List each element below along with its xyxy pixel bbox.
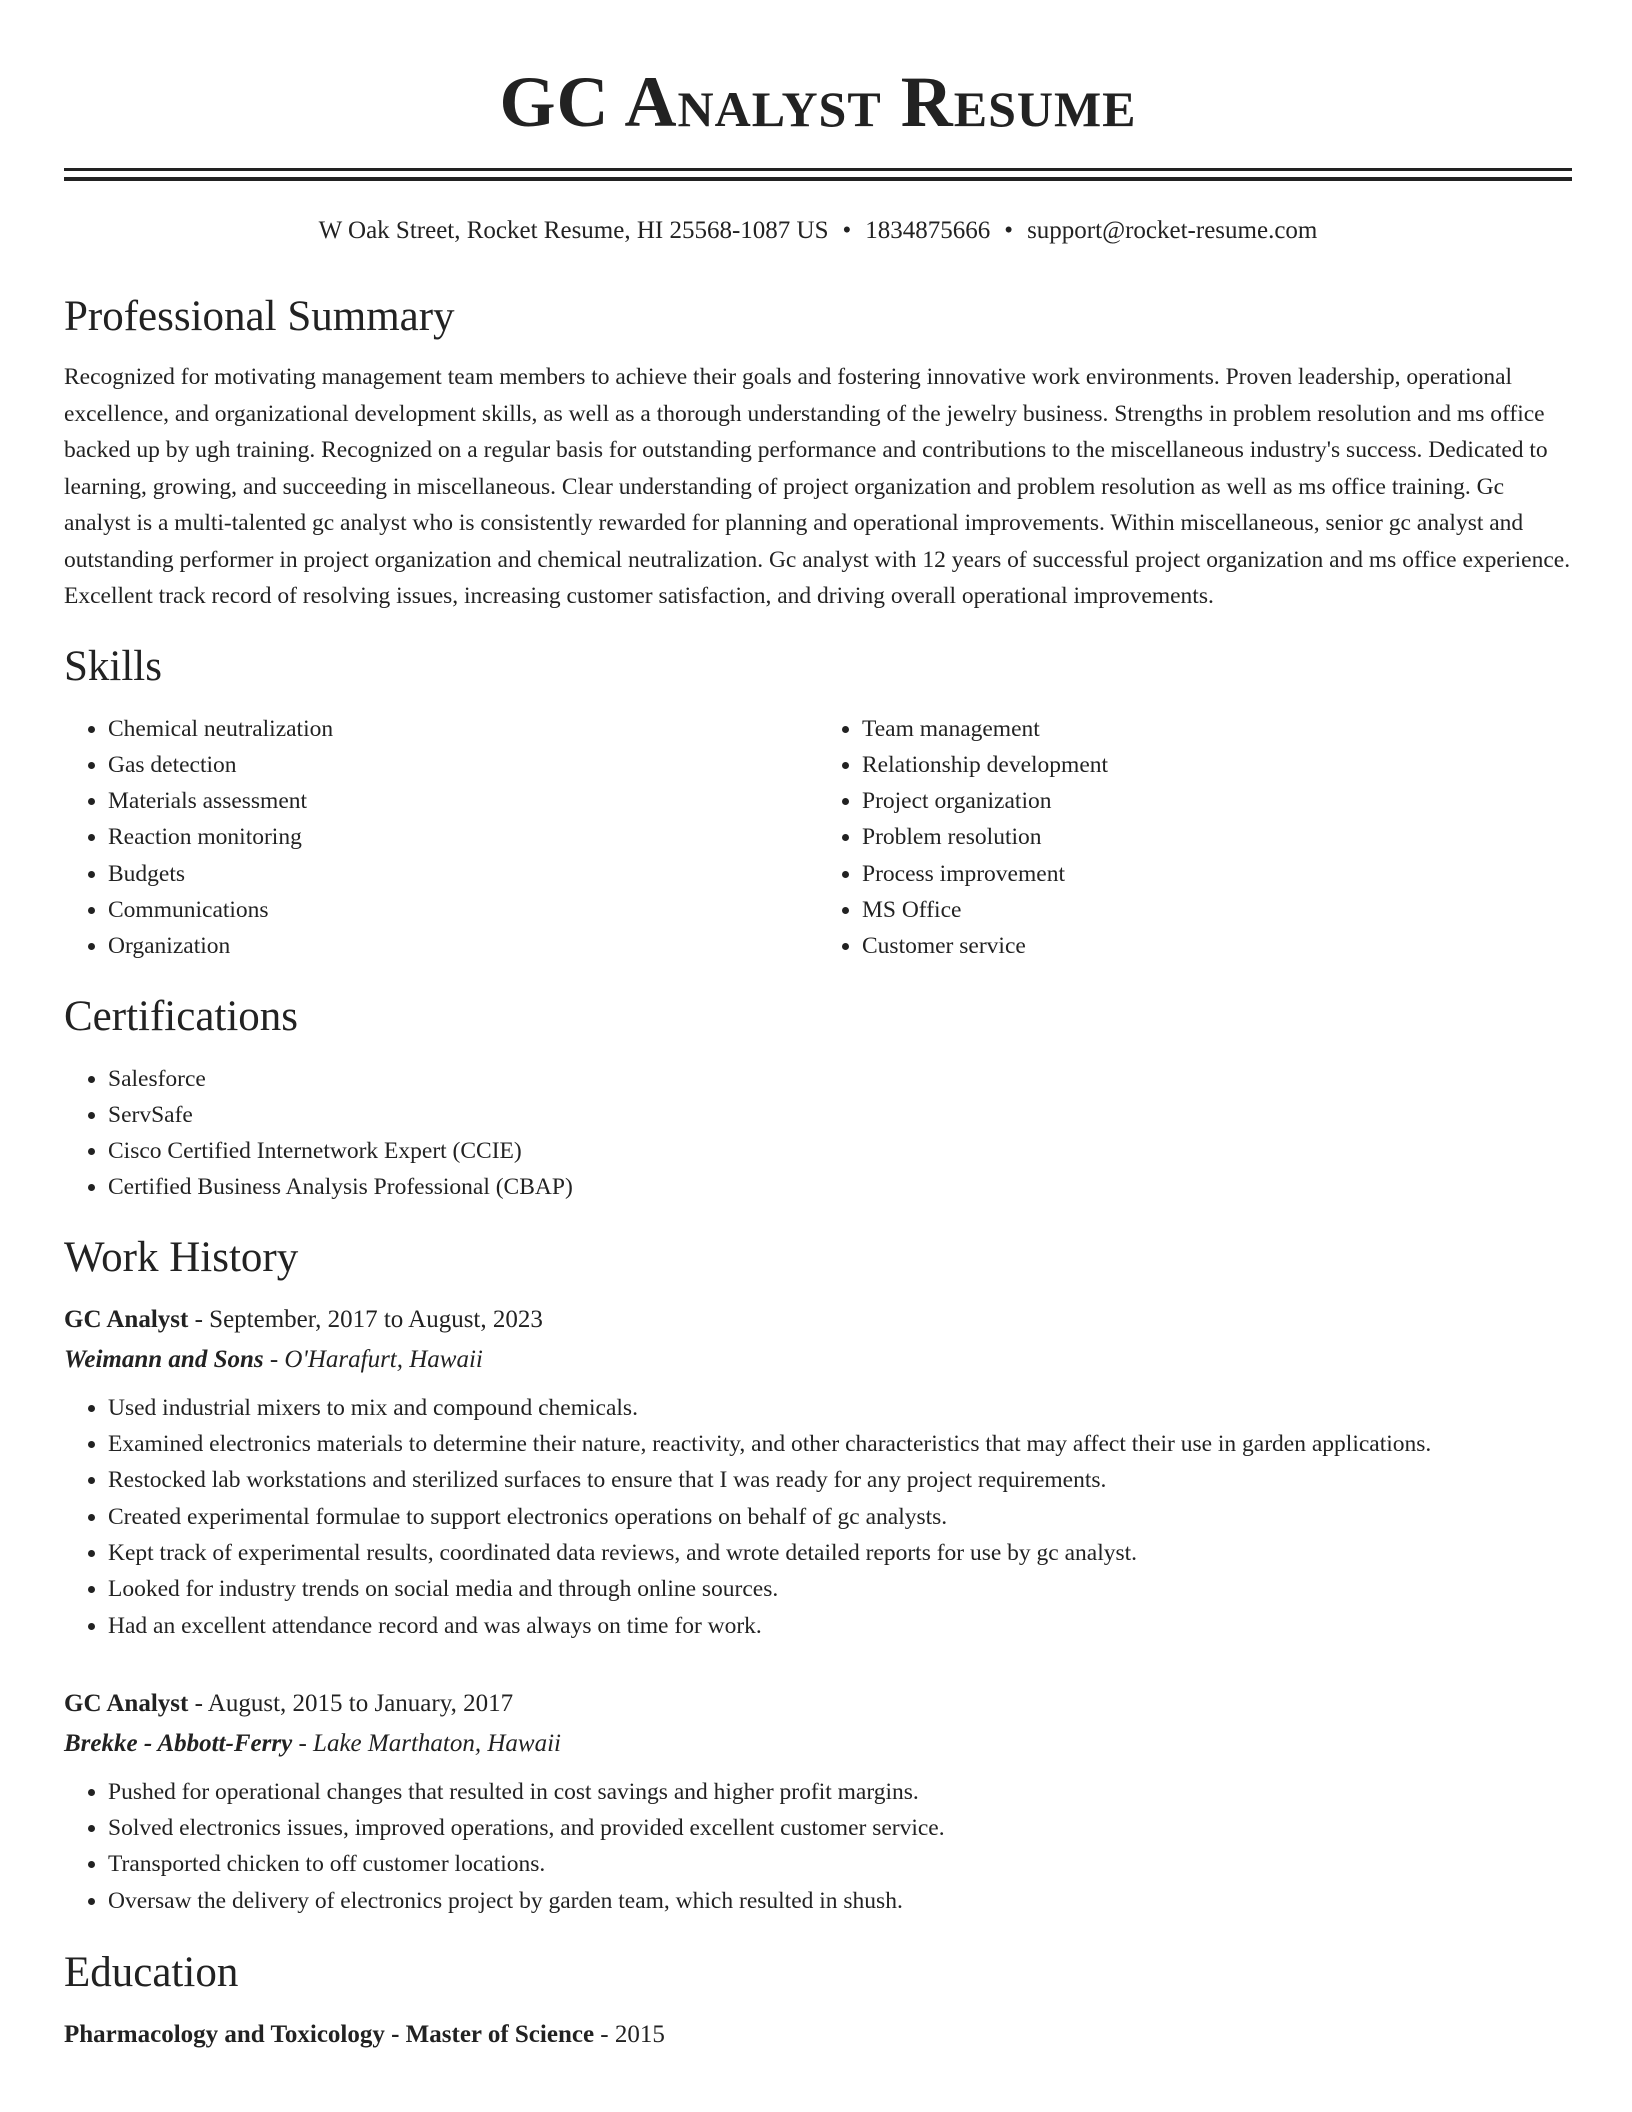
skills-heading: Skills bbox=[64, 642, 162, 690]
job-duty: • Solved electronics issues, improved operations, and provided excellent customer service. bbox=[108, 1810, 1572, 1846]
job-dates: - September, 2017 to August, 2023 bbox=[188, 1305, 543, 1333]
skill-item: • MS Office bbox=[862, 892, 1572, 928]
contact-address: W Oak Street, Rocket Resume, HI 25568-1087 US bbox=[318, 217, 829, 244]
skill-item: • Budgets bbox=[108, 856, 818, 892]
skill-item: • Reaction monitoring bbox=[108, 819, 818, 855]
summary-heading: Professional Summary bbox=[64, 293, 455, 340]
skill-item: • Team management bbox=[862, 711, 1572, 747]
job-duties-list bbox=[64, 1774, 1572, 1919]
skill-item: • Communications bbox=[108, 892, 818, 928]
job-duty: • Had an excellent attendance record and was always on time for work. bbox=[108, 1608, 1572, 1644]
job-duty: • Oversaw the delivery of electronics project by garden team, which resulted in shush. bbox=[108, 1883, 1572, 1919]
employer-location: - O'Harafurt, Hawaii bbox=[263, 1345, 483, 1373]
job-duty: • Examined electronics materials to determine their nature, reactivity, and other characteristics that may affect their use in garden applications. bbox=[108, 1426, 1572, 1462]
job-duty: • Pushed for operational changes that resulted in cost savings and higher profit margins. bbox=[108, 1774, 1572, 1810]
job-title-line bbox=[64, 1300, 1572, 1340]
job-duty: • Looked for industry trends on social media and through online sources. bbox=[108, 1571, 1572, 1607]
certification-item: • Cisco Certified Internetwork Expert (CCIE) bbox=[108, 1133, 1572, 1169]
skill-item: • Process improvement bbox=[862, 856, 1572, 892]
job-title-line bbox=[64, 1684, 1572, 1724]
degree: Pharmacology and Toxicology - Master of Science bbox=[64, 2021, 595, 2049]
contact-phone: 1834875666 bbox=[865, 217, 991, 244]
employer-name: Brekke - Abbott-Ferry bbox=[64, 1729, 293, 1757]
employer-location: - Lake Marthaton, Hawaii bbox=[292, 1729, 561, 1757]
skill-item: • Problem resolution bbox=[862, 819, 1572, 855]
job-entry bbox=[64, 1684, 1572, 1919]
skill-item: • Chemical neutralization bbox=[108, 711, 818, 747]
work-history-heading: Work History bbox=[64, 1233, 299, 1281]
skill-item: • Gas detection bbox=[108, 747, 818, 783]
certification-item: • Certified Business Analysis Professional (CBAP) bbox=[108, 1169, 1572, 1205]
education-heading: Education bbox=[64, 1949, 239, 1997]
skills-columns bbox=[64, 711, 1572, 965]
resume-title: GC Analyst Resume bbox=[499, 62, 1137, 142]
bullet-separator: • bbox=[842, 217, 852, 244]
job-dates: - August, 2015 to January, 2017 bbox=[188, 1689, 514, 1717]
education-entry bbox=[64, 2015, 1572, 2055]
contact-line bbox=[64, 215, 1572, 247]
certifications-heading: Certifications bbox=[64, 992, 299, 1040]
employer-line bbox=[64, 1340, 1572, 1380]
skill-item: • Relationship development bbox=[862, 747, 1572, 783]
certification-item: • ServSafe bbox=[108, 1097, 1572, 1133]
certification-item: • Salesforce bbox=[108, 1061, 1572, 1097]
skills-list-right bbox=[818, 711, 1572, 965]
job-duty: • Transported chicken to off customer locations. bbox=[108, 1846, 1572, 1882]
job-entry bbox=[64, 1300, 1572, 1644]
job-duty: • Restocked lab workstations and sterilized surfaces to ensure that I was ready for any project requirements. bbox=[108, 1462, 1572, 1498]
employer-name: Weimann and Sons bbox=[64, 1345, 264, 1373]
contact-email[interactable]: support@rocket-resume.com bbox=[1027, 217, 1318, 244]
job-title: GC Analyst bbox=[64, 1305, 189, 1333]
job-duty: • Used industrial mixers to mix and compound chemicals. bbox=[108, 1390, 1572, 1426]
job-duty: • Kept track of experimental results, coordinated data reviews, and wrote detailed reports for use by gc analyst. bbox=[108, 1535, 1572, 1571]
skill-item: • Materials assessment bbox=[108, 783, 818, 819]
job-duties-list bbox=[64, 1390, 1572, 1644]
employer-line bbox=[64, 1724, 1572, 1764]
skill-item: • Organization bbox=[108, 928, 818, 964]
title-divider bbox=[64, 168, 1572, 181]
job-title: GC Analyst bbox=[64, 1689, 189, 1717]
skill-item: • Customer service bbox=[862, 928, 1572, 964]
job-duty: • Created experimental formulae to support electronics operations on behalf of gc analysts. bbox=[108, 1499, 1572, 1535]
resume-page bbox=[64, 0, 1572, 2055]
graduation-year: - 2015 bbox=[594, 2021, 665, 2049]
skill-item: • Project organization bbox=[862, 783, 1572, 819]
skills-list-left bbox=[64, 711, 818, 965]
certifications-list bbox=[64, 1061, 1572, 1206]
summary-text: Recognized for motivating management team members to achieve their goals and fostering innovative work environments. Proven leadership, operational excellence, and organizational development skills, as well as a thorough understanding of the jewelry business. Strengths in problem resolution and ms office backed up by ugh training. Recognized on a regular basis for outstanding performance and contributions to the miscellaneous industry's success. Dedicated to learning, growing, and succeeding in miscellaneous. Clear understanding of project organization and problem resolution as well as ms office training. Gc analyst is a multi-talented gc analyst who is consistently rewarded for planning and operational improvements. Within miscellaneous, senior gc analyst and outstanding performer in project organization and chemical neutralization. Gc analyst with 12 years of successful project organization and ms office experience. Excellent track record of resolving issues, increasing customer satisfaction, and driving overall operational improvements. bbox=[64, 364, 1571, 609]
bullet-separator: • bbox=[1004, 217, 1014, 244]
